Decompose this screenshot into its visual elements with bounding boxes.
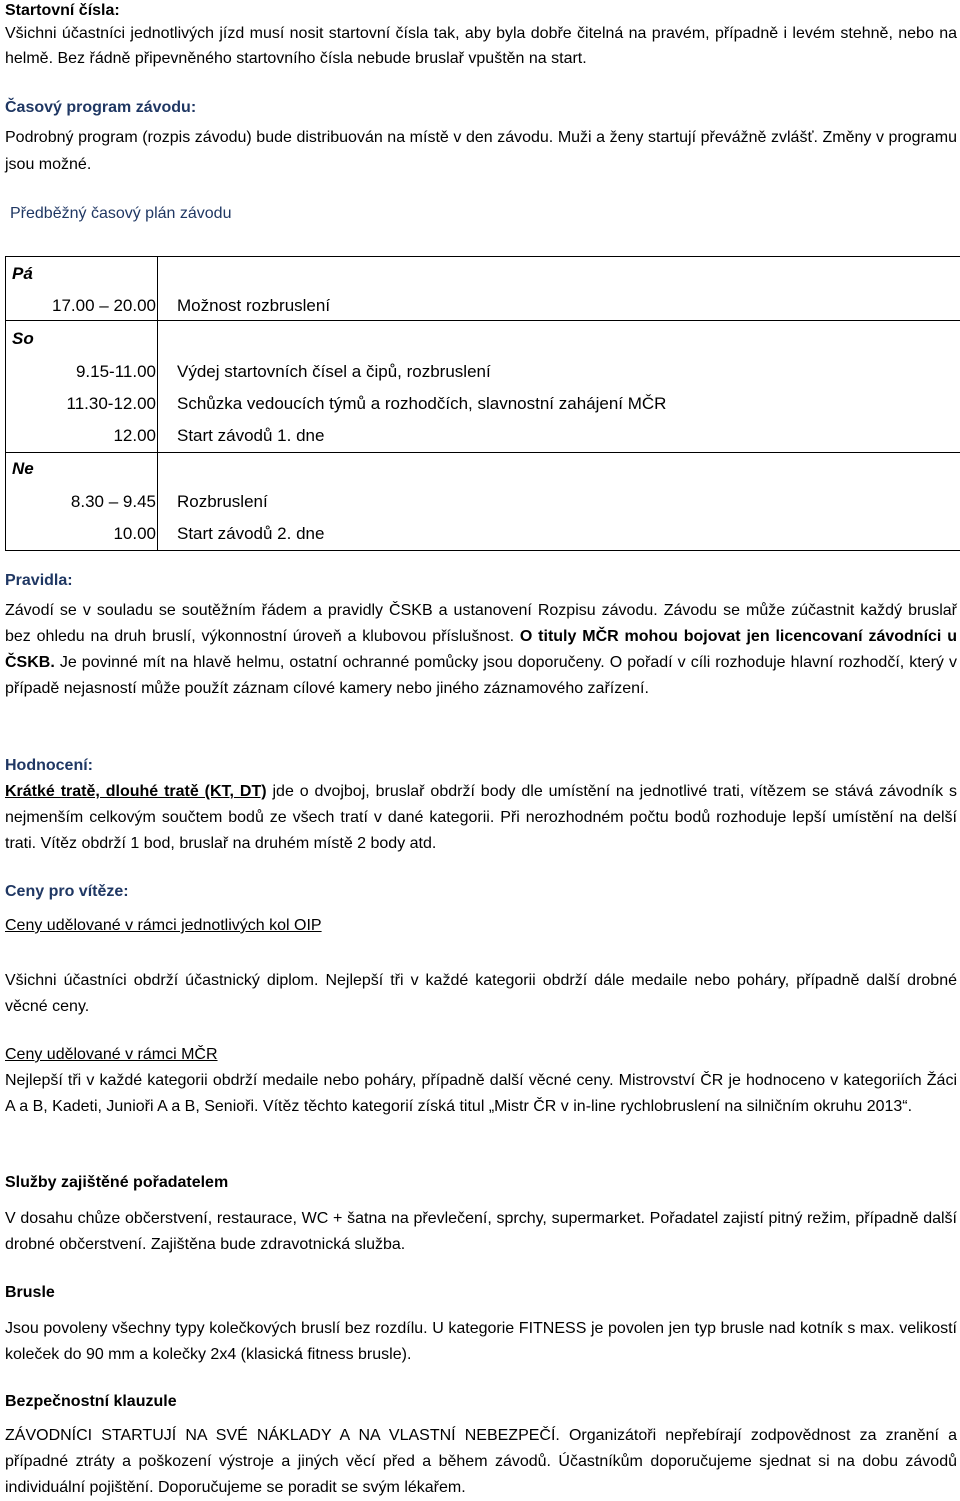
rules-text-part: Je povinné mít na hlavě helmu, ostatní ochranné pomůcky jsou doporučeny. O pořadí v cíli rozhoduje hlavní rozhodčí, který v případě nejasností může použít záznam cílové kamery nebo jiného záznamového zařízení. [5,654,957,697]
rules-text-part: Závodí se v souladu se soutěžním řádem a pravidly ČSKB a ustanovení Rozpisu závodu. Závodu se může zúčastnit každý bruslař bez ohledu na druh bruslí, výkonnostní úroveň a klubovou příslušnost. [5,602,957,645]
schedule-desc: Start závodů 2. dne [177,524,325,543]
skates-heading: Brusle [5,1284,55,1301]
schedule-time: 12.00 [113,426,156,445]
evaluation-heading: Hodnocení: [5,757,93,774]
schedule-table [5,256,960,551]
day-label-friday: Pá [12,264,33,283]
table-rule [6,320,960,321]
table-divider [157,257,158,550]
start-numbers-text: Všichni účastníci jednotlivých jízd musí nosit startovní čísla tak, aby byla dobře čitelná na pravém, případně i levém stehně, nebo na helmě. Bez řádně připevněného startovního čísla nebude bruslař vpuštěn na start. [5,25,957,67]
schedule-desc: Start závodů 1. dne [177,426,325,445]
rules-text-bold: O tituly MČR mohou bojovat jen licencovaní závodníci u ČSKB. [5,628,957,671]
rules-text [5,598,957,702]
schedule-desc: Možnost rozbruslení [177,296,331,315]
rules-heading: Pravidla: [5,572,73,589]
prizes-oip-text: Všichni účastníci obdrží účastnický diplom. Nejlepší tři v každé kategorii obdrží dále medaile nebo poháry, případně další drobné věcné ceny. [5,972,957,1015]
evaluation-lead: Krátké tratě, dlouhé tratě (KT, DT) [5,783,267,800]
evaluation-text [5,779,957,857]
schedule-desc: Schůzka vedoucích týmů a rozhodčích, slavnostní zahájení MČR [177,394,667,413]
day-label-saturday: So [12,329,34,348]
schedule-desc: Rozbruslení [177,492,268,511]
evaluation-text-part: jde o dvojboj, bruslař obdrží body dle umístění na jednotlivé trati, vítězem se stává závodník s nejmenším celkovým součtem bodů ze všech tratí v dané kategorii. Při nerozhodném počtu bodů rozhoduje lepší umístění na delší trati. Vítěz obdrží 1 bod, bruslař na druhém místě 2 body atd. [5,783,957,852]
skates-text: Jsou povoleny všechny typy kolečkových bruslí bez rozdílu. U kategorie FITNESS je povolen jen typ brusle nad kotník s max. velikostí koleček do 90 mm a kolečky 2x4 (klasická fitness brusle). [5,1320,957,1363]
safety-heading: Bezpečnostní klauzule [5,1393,177,1410]
services-heading: Služby zajištěné pořadatelem [5,1174,229,1191]
prizes-oip-heading: Ceny udělované v rámci jednotlivých kol OIP [5,917,322,934]
time-program-heading: Časový program závodu: [5,99,197,116]
prizes-mcr-text: Nejlepší tři v každé kategorii obdrží medaile nebo poháry, případně další věcné ceny. Mistrovství ČR je hodnoceno v kategoriích Žáci A a B, Kadeti, Junioři A a B, Senioři. Vítěz těchto kategorií získá titul „Mistr ČR v in-line rychlobruslení na silničním okruhu 2013“. [5,1072,957,1115]
schedule-time: 9.15-11.00 [75,362,156,381]
schedule-subheading: Předběžný časový plán závodu [10,205,232,222]
day-label-sunday: Ne [12,459,34,478]
prizes-heading: Ceny pro vítěze: [5,883,129,900]
services-text: V dosahu chůze občerstvení, restaurace, WC + šatna na převlečení, sprchy, supermarket. Pořadatel zajistí pitný režim, případně další drobné občerstvení. Zajištěna bude zdravotnická služba. [5,1210,957,1253]
schedule-time: 10.00 [113,524,156,543]
safety-text: ZÁVODNÍCI STARTUJÍ NA SVÉ NÁKLADY A NA VLASTNÍ NEBEZPEČÍ. Organizátoři nepřebírají zodpovědnost za zranění a případné ztráty a poškození výstroje a jiných věcí před a během závodů. Účastníkům doporučujeme sjednat si na dobu závodů individuální pojištění. Doporučujeme se poradit se svým lékařem. [5,1427,957,1496]
schedule-time: 11.30-12.00 [66,394,156,413]
schedule-desc: Výdej startovních čísel a čipů, rozbruslení [177,362,491,381]
schedule-time: 17.00 – 20.00 [52,296,156,315]
table-rule [6,452,960,453]
schedule-time: 8.30 – 9.45 [70,492,156,511]
prizes-mcr-heading: Ceny udělované v rámci MČR [5,1046,218,1063]
time-program-text: Podrobný program (rozpis závodu) bude distribuován na místě v den závodu. Muži a ženy startují převážně zvlášť. Změny v programu jsou možné. [5,129,957,173]
start-numbers-heading: Startovní čísla: [5,2,120,19]
